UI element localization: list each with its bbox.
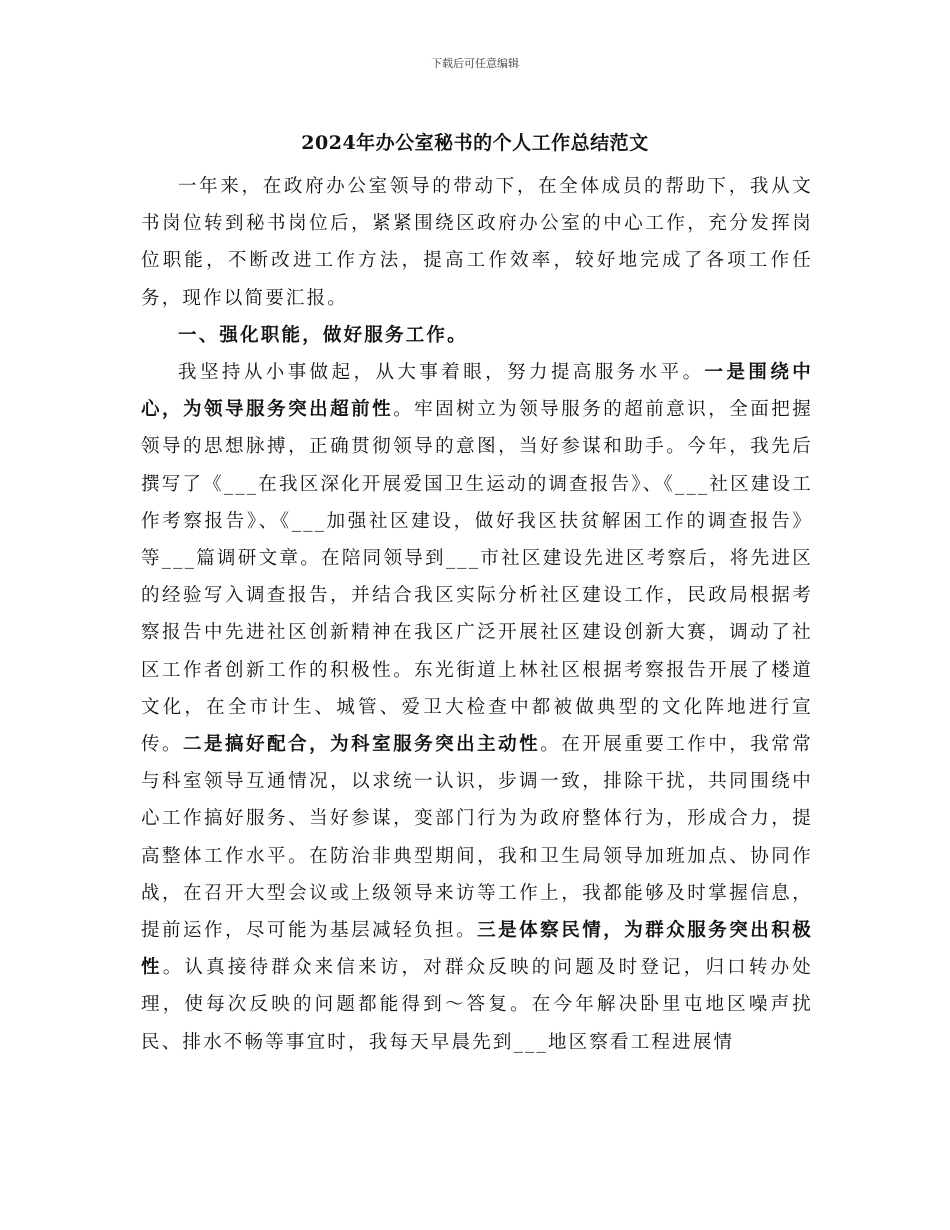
section-heading-1: 一、强化职能，做好服务工作。 — [178, 324, 468, 346]
paragraph-text: 。在开展重要工作中，我常常与科室领导互通情况，以求统一认识，步调一致，排除干扰，共同围绕中心工作搞好服务、当好参谋，变部门行为为政府整体行为，形成合力，提高整体工作水平。在防治非典型期间，我和卫生局领导加班加点、协同作战，在召开大型会议或上级领导来访等工作上，我都能够及时掌握信息，提前运作，尽可能为基层减轻负担。 — [141, 734, 813, 942]
bold-point-2: 二是搞好配合，为科室服务突出主动性 — [183, 734, 541, 756]
service-paragraph — [141, 354, 813, 1061]
document-title: 2024年办公室秘书的个人工作总结范文 — [301, 132, 649, 154]
paragraph-text: 我坚持从小事做起，从大事着眼，努力提高服务水平。 — [178, 362, 705, 384]
paragraph-text: 。认真接待群众来信来访，对群众反映的问题及时登记，归口转办处理，使每次反映的问题都能得到～答复。在今年解决卧里屯地区噪声扰民、排水不畅等事宜时，我每天早晨先到___地区察看工程进展情 — [141, 957, 813, 1053]
page-header-note: 下载后可任意编辑 — [431, 57, 519, 70]
bold-point-1: 一是围绕中心，为领导服务突出超前性 — [141, 362, 813, 421]
document-body — [141, 168, 813, 1061]
intro-paragraph: 一年来，在政府办公室领导的带动下，在全体成员的帮助下，我从文书岗位转到秘书岗位后，紧紧围绕区政府办公室的中心工作，充分发挥岗位职能，不断改进工作方法，提高工作效率，较好地完成了各项工作任务，现作以简要汇报。 — [141, 176, 813, 309]
paragraph-text: 。牢固树立为领导服务的超前意识，全面把握领导的思想脉搏，正确贯彻领导的意图，当好参谋和助手。今年，我先后撰写了《___在我区深化开展爱国卫生运动的调查报告》、《___社区建设工作考察报告》、《___加强社区建设，做好我区扶贫解困工作的调查报告》等___篇调研文章。在陪同领导到___市社区建设先进区考察后，将先进区的经验写入调查报告，并结合我区实际分析社区建设工作，民政局根据考察报告中先进社区创新精神在我区广泛开展社区建设创新大赛，调动了社区工作者创新工作的积极性。东光街道上林社区根据考察报告开展了楼道文化，在全市计生、城管、爱卫大检查中都被做典型的文化阵地进行宣传。 — [141, 399, 813, 756]
bold-point-3: 三是体察民情，为群众服务突出积极性 — [141, 920, 813, 979]
